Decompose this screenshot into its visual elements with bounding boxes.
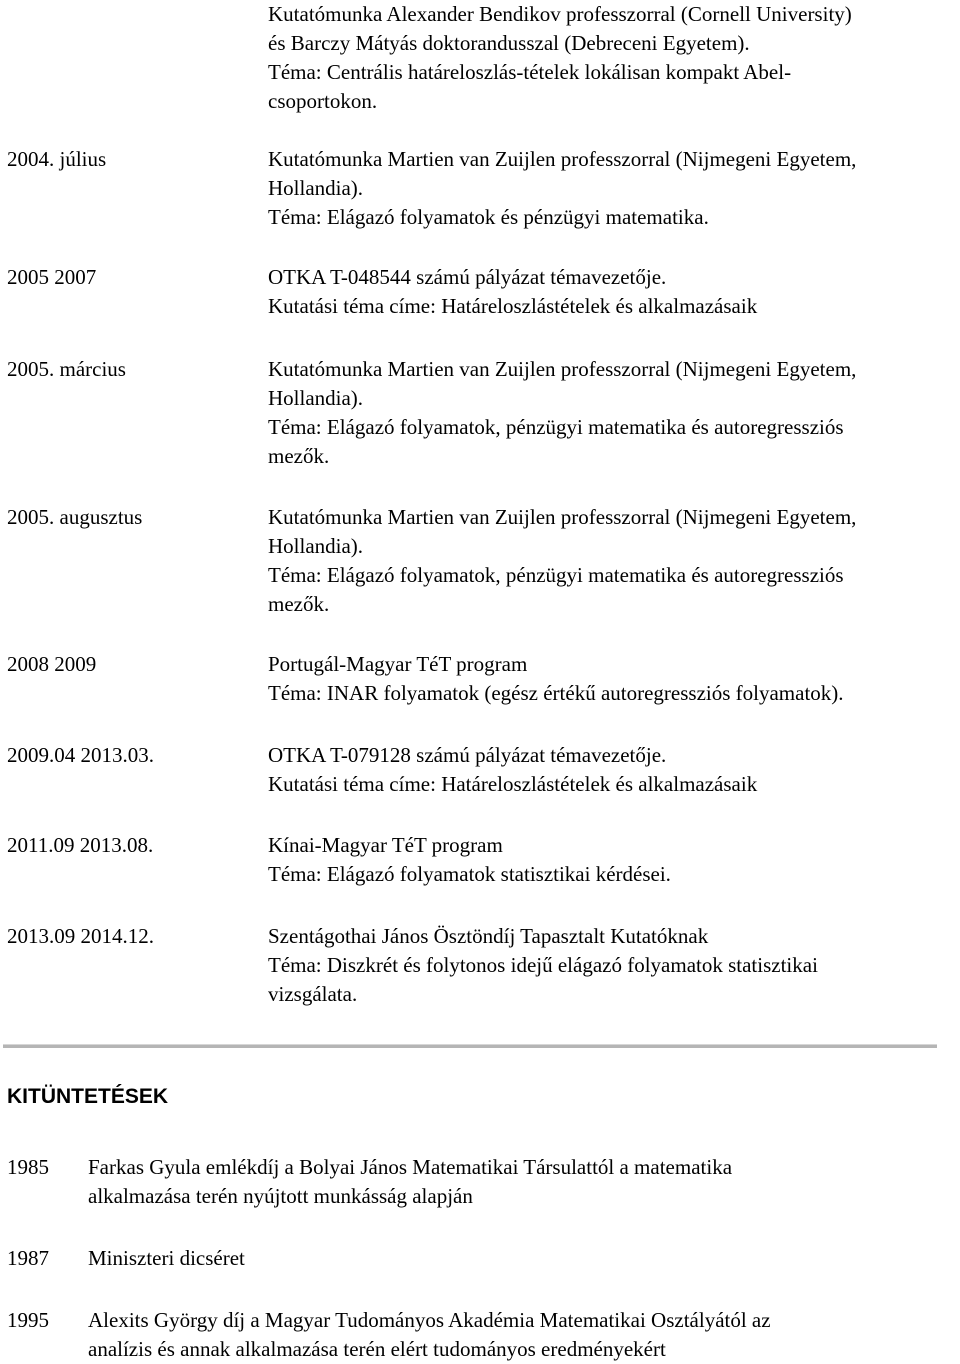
research-entry-line: vizsgálata. xyxy=(268,982,358,1006)
research-entry-line: mezők. xyxy=(268,592,330,616)
research-entry-date: 2008 2009 xyxy=(7,652,97,676)
research-entry-line: Téma: Elágazó folyamatok, pénzügyi matematika és autoregressziós xyxy=(268,563,844,587)
research-entry-date: 2013.09 2014.12. xyxy=(7,924,154,948)
research-entry-date: 2005. március xyxy=(7,357,126,381)
research-entry-line: Kínai-Magyar TéT program xyxy=(268,833,503,857)
research-entry-line: Téma: Diszkrét és folytonos idejű elágazó folyamatok statisztikai xyxy=(268,953,818,977)
research-entry-line: Kutatómunka Martien van Zuijlen professzorral (Nijmegeni Egyetem, xyxy=(268,357,857,381)
research-entry-date: 2005. augusztus xyxy=(7,505,143,529)
research-entry-date: 2004. július xyxy=(7,147,107,171)
research-entry-line: Kutatómunka Martien van Zuijlen professzorral (Nijmegeni Egyetem, xyxy=(268,147,857,171)
award-line: alkalmazása terén nyújtott munkásság alapján xyxy=(88,1184,473,1208)
research-entry-line: Téma: Elágazó folyamatok statisztikai kérdései. xyxy=(268,862,671,886)
awards-heading: KITÜNTETÉSEK xyxy=(7,1085,169,1108)
research-entry-line: Hollandia). xyxy=(268,386,364,410)
research-continuation-line: és Barczy Mátyás doktorandusszal (Debreceni Egyetem). xyxy=(268,31,750,55)
research-entry-line: Portugál-Magyar TéT program xyxy=(268,652,528,676)
research-entry-line: Hollandia). xyxy=(268,534,364,558)
research-entry-line: mezők. xyxy=(268,444,330,468)
research-entry-line: OTKA T-079128 számú pályázat témavezetője. xyxy=(268,743,667,767)
award-year: 1995 xyxy=(7,1308,49,1332)
award-year: 1987 xyxy=(7,1246,49,1270)
research-continuation-line: Téma: Centrális határeloszlás-tételek lokálisan kompakt Abel- xyxy=(268,60,792,84)
research-entry-line: Téma: Elágazó folyamatok, pénzügyi matematika és autoregressziós xyxy=(268,415,844,439)
research-entry-line: Téma: Elágazó folyamatok és pénzügyi matematika. xyxy=(268,205,709,229)
award-year: 1985 xyxy=(7,1155,49,1179)
research-entry-line: Szentágothai János Ösztöndíj Tapasztalt Kutatóknak xyxy=(268,924,709,948)
award-line: Miniszteri dicséret xyxy=(88,1246,245,1270)
research-entry-line: Téma: INAR folyamatok (egész értékű autoregressziós folyamatok). xyxy=(268,681,844,705)
research-continuation-line: csoportokon. xyxy=(268,89,378,113)
research-entry-line: Kutatási téma címe: Határeloszlástételek és alkalmazásaik xyxy=(268,294,758,318)
award-line: analízis és annak alkalmazása terén elért tudományos eredményekért xyxy=(88,1337,666,1361)
research-entry-date: 2011.09 2013.08. xyxy=(7,833,154,857)
research-entry-line: Kutatómunka Martien van Zuijlen professzorral (Nijmegeni Egyetem, xyxy=(268,505,857,529)
research-continuation-line: Kutatómunka Alexander Bendikov professzorral (Cornell University) xyxy=(268,2,852,26)
research-entry-line: Kutatási téma címe: Határeloszlástételek és alkalmazásaik xyxy=(268,772,758,796)
award-line: Alexits György díj a Magyar Tudományos Akadémia Matematikai Osztályától az xyxy=(88,1308,771,1332)
section-divider xyxy=(3,1044,937,1048)
research-entry-line: OTKA T-048544 számú pályázat témavezetője. xyxy=(268,265,667,289)
award-line: Farkas Gyula emlékdíj a Bolyai János Matematikai Társulattól a matematika xyxy=(88,1155,733,1179)
research-entry-date: 2005 2007 xyxy=(7,265,97,289)
research-entry-date: 2009.04 2013.03. xyxy=(7,743,154,767)
research-entry-line: Hollandia). xyxy=(268,176,364,200)
